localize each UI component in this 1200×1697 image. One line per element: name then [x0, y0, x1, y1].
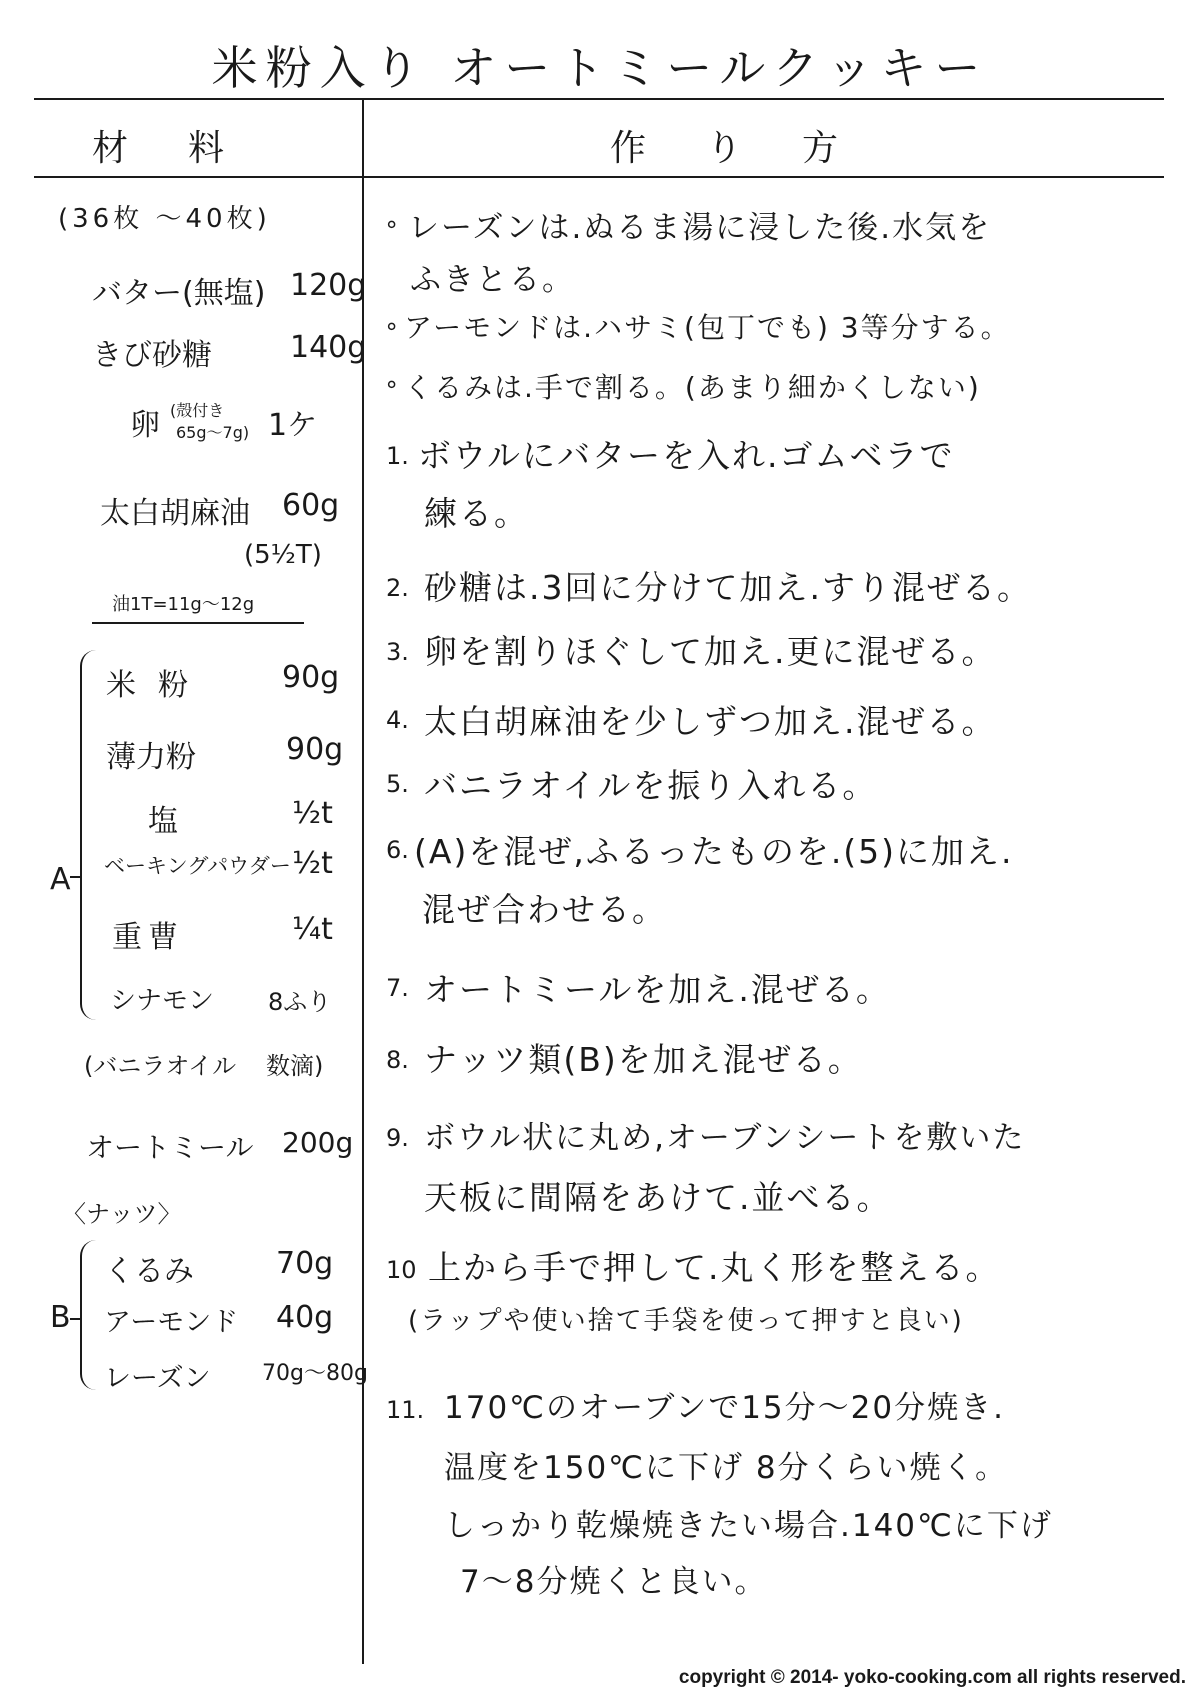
step-line: 天板に間隔をあけて.並べる。 — [424, 1178, 892, 1217]
step-line: 太白胡麻油を少しずつ加え.混ぜる。 — [424, 702, 997, 741]
method-header: 作り方 — [610, 128, 899, 169]
prep-bullet: ∘ — [384, 370, 400, 398]
prep-line: くるみは.手で割る。(あまり細かくしない) — [404, 371, 981, 404]
ingredient-qty: 8ふり — [268, 988, 332, 1016]
copyright-notice: copyright © 2014- yoko-cooking.com all rights reserved. — [678, 1667, 1186, 1688]
ingredient-qty: 数滴) — [266, 1052, 324, 1080]
ingredient-name: くるみ — [104, 1254, 194, 1289]
ingredient-qty: (5½T) — [244, 540, 322, 570]
recipe-title: 米粉入り オートミールクッキー — [211, 41, 989, 95]
ingredient-name: 米粉 — [106, 668, 210, 703]
oil-conversion-note: 油1T=11g〜12g — [112, 594, 255, 615]
step-line: 温度を150℃に下げ 8分くらい焼く。 — [444, 1450, 1008, 1486]
ingredient-qty: 40g — [276, 1300, 334, 1335]
ingredient-qty: 70g〜80g — [262, 1361, 368, 1386]
ingredient-qty: 90g — [286, 732, 344, 767]
step-line: オートミールを加え.混ぜる。 — [424, 970, 891, 1009]
step-number: 6. — [386, 836, 409, 864]
ingredient-note: (殻付き — [170, 401, 225, 420]
yield-count: (36枚 〜40枚) — [58, 204, 271, 234]
step-number: 2. — [386, 574, 409, 602]
step-line: 混ぜ合わせる。 — [422, 890, 667, 929]
prep-line: レーズンは.ぬるま湯に浸した後.水気を — [408, 210, 992, 246]
step-number: 1. — [386, 442, 409, 470]
ingredient-qty: ½t — [292, 796, 333, 831]
ingredient-qty: ¼t — [292, 912, 333, 947]
ingredient-name: シナモン — [110, 986, 215, 1016]
step-line: ボウルにバターを入れ.ゴムベラで — [418, 436, 955, 475]
ingredient-qty: 120g — [290, 268, 367, 303]
ingredient-name: (バニラオイル — [84, 1052, 237, 1080]
step-number: 3. — [386, 638, 409, 666]
ingredients-header: 材料 — [92, 128, 285, 169]
step-number: 5. — [386, 770, 409, 798]
ingredient-qty: 90g — [282, 660, 340, 695]
step-line: (A)を混ぜ,ふるったものを.(5)に加え. — [414, 832, 1014, 871]
ingredient-name: バター(無塩) — [92, 276, 266, 311]
step-line: 7〜8分焼くと良い。 — [460, 1564, 768, 1600]
step-line: 卵を割りほぐして加え.更に混ぜる。 — [424, 632, 997, 671]
ingredient-qty: 140g — [290, 330, 367, 365]
header-rule — [34, 176, 1164, 178]
prep-bullet: ∘ — [384, 312, 400, 340]
step-number: 11. — [386, 1396, 425, 1424]
step-line: ナッツ類(B)を加え混ぜる。 — [424, 1040, 863, 1079]
ingredient-name: 塩 — [148, 804, 178, 839]
group-b-label: B — [50, 1300, 71, 1335]
ingredient-name: ベーキングパウダー — [104, 854, 291, 878]
step-line: ボウル状に丸め,オーブンシートを敷いた — [424, 1120, 1026, 1156]
ingredient-name: アーモンド — [104, 1307, 239, 1338]
step-line: 上から手で押して.丸く形を整える。 — [428, 1248, 1001, 1287]
step-line: しっかり乾燥焼きたい場合.140℃に下げ — [444, 1508, 1053, 1544]
group-b-brace-tip — [70, 1318, 82, 1320]
prep-line: アーモンドは.ハサミ(包丁でも) 3等分する。 — [404, 311, 1011, 344]
ingredient-name: きび砂糖 — [92, 338, 212, 373]
ingredient-name: レーズン — [104, 1363, 211, 1394]
step-line: バニラオイルを振り入れる。 — [424, 766, 878, 805]
step-line: 170℃のオーブンで15分〜20分焼き. — [444, 1390, 1005, 1426]
prep-line: ふきとる。 — [410, 262, 575, 298]
step-number: 10 — [386, 1256, 417, 1284]
ingredient-qty: 70g — [276, 1246, 334, 1281]
step-number: 7. — [386, 974, 409, 1002]
step-number: 4. — [386, 706, 409, 734]
oil-note-underline — [92, 622, 304, 624]
step-number: 9. — [386, 1124, 409, 1152]
step-line: 砂糖は.3回に分けて加え.すり混ぜる。 — [424, 568, 1032, 607]
step-line: 練る。 — [424, 494, 529, 533]
step-line: (ラップや使い捨て手袋を使って押すと良い) — [408, 1306, 964, 1336]
group-b-brace — [80, 1240, 96, 1390]
group-a-brace — [80, 650, 96, 1020]
ingredient-name: 薄力粉 — [106, 740, 196, 775]
group-a-label: A — [50, 862, 71, 897]
ingredient-name: オートミール — [86, 1131, 254, 1164]
ingredient-qty: 1ケ — [268, 408, 318, 443]
step-number: 8. — [386, 1046, 409, 1074]
ingredient-name: 太白胡麻油 — [100, 496, 250, 531]
ingredient-name: 卵 — [130, 408, 160, 443]
ingredient-name: 重曹 — [112, 920, 184, 955]
nuts-heading: 〈ナッツ〉 — [62, 1200, 182, 1228]
ingredient-note: 65g〜7g) — [176, 423, 250, 442]
top-rule — [34, 98, 1164, 100]
group-a-brace-tip — [70, 876, 82, 878]
ingredient-qty: ½t — [292, 846, 333, 881]
ingredient-qty: 60g — [282, 488, 340, 523]
ingredient-qty: 200g — [282, 1126, 354, 1159]
prep-bullet: ∘ — [384, 210, 400, 238]
